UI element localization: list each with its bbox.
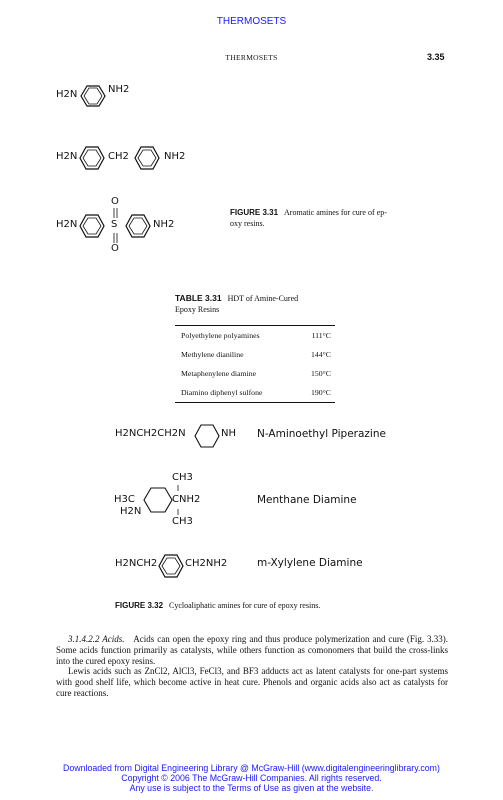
piperazine-ring-icon bbox=[115, 422, 235, 450]
section-heading: 3.1.4.2.2 Acids. bbox=[68, 634, 125, 644]
hdt-value: 144°C bbox=[310, 350, 331, 359]
footer-line-1[interactable]: Downloaded from Digital Engineering Library @ McGraw-Hill (www.digitalengineeringlibrary.com) bbox=[63, 763, 440, 773]
molecule-methylene-dianiline bbox=[56, 144, 206, 172]
table-label: TABLE 3.31 bbox=[175, 293, 222, 303]
table-row bbox=[175, 383, 335, 403]
hdt-value: 150°C bbox=[310, 369, 331, 378]
methyl-top: CH3 bbox=[172, 472, 193, 483]
molecule-diamino-diphenyl-sulfone bbox=[56, 196, 206, 256]
amine-left: H2N bbox=[120, 506, 142, 517]
resin-name: Diamino diphenyl sulfone bbox=[181, 388, 263, 397]
footer-line-3: Any use is subject to the Terms of Use as given at the website. bbox=[129, 783, 374, 793]
running-head: THERMOSETS bbox=[225, 53, 278, 62]
molecule-m-xylylene-diamine bbox=[115, 552, 245, 580]
name-m-xylylene-diamine: m-Xylylene Diamine bbox=[257, 557, 363, 569]
aminomethyl-right: CH2NH2 bbox=[185, 558, 228, 569]
hdt-table bbox=[175, 325, 335, 403]
amine-right: NH2 bbox=[108, 84, 130, 95]
figure-3-31-caption bbox=[230, 207, 400, 229]
benzene-ring-icon bbox=[56, 84, 146, 108]
resin-name: Methylene dianiline bbox=[181, 350, 244, 359]
table-row bbox=[175, 326, 335, 346]
paragraph-1-text: Acids can open the epoxy ring and thus produce polymerization and cure (Fig. 3.33). Some acids function primarily as catalysts, while others function as comonomers that build the cross-links into the cured epoxy resins. bbox=[56, 634, 448, 666]
table-title-line-1: HDT of Amine-Cured bbox=[227, 294, 299, 303]
figure-3-32-caption bbox=[115, 600, 415, 611]
footer-line-2: Copyright © 2006 The McGraw-Hill Companies. All rights reserved. bbox=[121, 773, 382, 783]
download-footer[interactable] bbox=[0, 763, 503, 793]
aminoethyl-group: H2NCH2CH2N bbox=[115, 428, 186, 439]
page-number: 3.35 bbox=[427, 52, 445, 62]
name-aminoethyl-piperazine: N-Aminoethyl Piperazine bbox=[257, 428, 386, 440]
table-3-31-caption bbox=[175, 293, 365, 315]
molecule-phenylenediamine bbox=[56, 84, 146, 108]
table-row bbox=[175, 345, 335, 364]
oxygen-top: O bbox=[111, 196, 119, 207]
amine-right: NH2 bbox=[153, 219, 175, 230]
amine-left: H2N bbox=[56, 151, 78, 162]
hdt-value: 111°C bbox=[311, 331, 331, 340]
aminomethyl-left: H2NCH2 bbox=[115, 558, 158, 569]
body-section-acids bbox=[56, 634, 448, 699]
oxygen-bottom: O bbox=[111, 243, 119, 254]
name-menthane-diamine: Menthane Diamine bbox=[257, 494, 357, 506]
methylene-bridge: CH2 bbox=[108, 151, 129, 162]
molecule-aminoethyl-piperazine bbox=[115, 422, 235, 450]
molecule-menthane-diamine bbox=[114, 472, 218, 530]
hdt-value: 190°C bbox=[310, 388, 331, 397]
figure-label: FIGURE 3.32 bbox=[115, 601, 164, 610]
amine-left: H2N bbox=[56, 89, 78, 100]
resin-name: Metaphenylene diamine bbox=[181, 369, 257, 378]
methyl-left: H3C bbox=[114, 494, 135, 505]
resin-name: Polyethylene polyamines bbox=[181, 331, 260, 340]
top-source-link[interactable]: THERMOSETS bbox=[216, 16, 287, 27]
caption-line-1: Aromatic amines for cure of ep- bbox=[284, 208, 387, 217]
table-title-line-2: Epoxy Resins bbox=[175, 305, 220, 314]
sulfur-atom: S bbox=[111, 219, 118, 230]
paragraph-1 bbox=[56, 634, 448, 666]
amine-right: NH2 bbox=[164, 151, 186, 162]
figure-label: FIGURE 3.31 bbox=[230, 208, 279, 217]
methyl-bottom: CH3 bbox=[172, 516, 193, 527]
caption-text: Cycloaliphatic amines for cure of epoxy resins. bbox=[169, 601, 321, 610]
caption-line-2: oxy resins. bbox=[230, 219, 265, 228]
paragraph-2: Lewis acids such as ZnCl2, AlCl3, FeCl3, and BF3 adducts act as latent catalysts for one-part systems with good shelf life, which become active in heat cure. Phenols and organic acids also act as catalysts for cure reactions. bbox=[56, 666, 448, 698]
amino-carbon: CNH2 bbox=[172, 494, 201, 505]
amine-left: H2N bbox=[56, 219, 78, 230]
ring-nh: NH bbox=[221, 428, 236, 439]
table-row bbox=[175, 364, 335, 383]
sulfone-structure-icon bbox=[56, 196, 206, 256]
